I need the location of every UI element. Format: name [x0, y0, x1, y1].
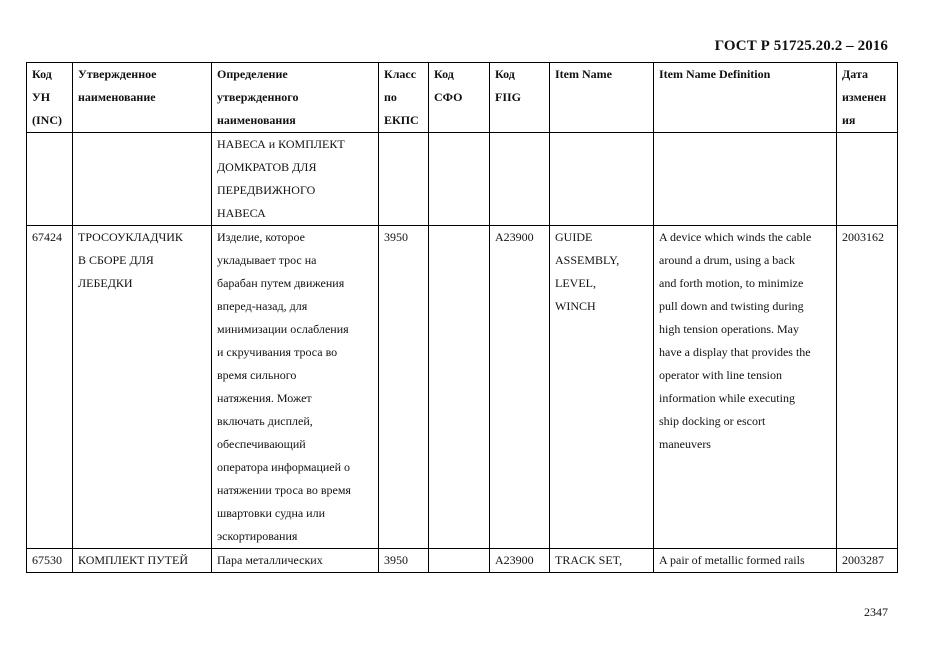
- header-item-name: [550, 63, 654, 133]
- cell-item-definition: [654, 133, 837, 226]
- cell-approved-name: [73, 226, 212, 549]
- cell-text: НАВЕСА: [217, 206, 266, 220]
- header-text: по: [384, 90, 397, 104]
- cell-text: ДОМКРАТОВ ДЛЯ: [217, 160, 317, 174]
- cell-text: минимизации ослабления: [217, 322, 349, 336]
- cell-sfo: [429, 549, 490, 573]
- table-body: [27, 133, 898, 573]
- header-text: ЕКПС: [384, 113, 419, 127]
- cell-item-name: [550, 133, 654, 226]
- cell-text: A pair of metallic formed rails: [659, 553, 805, 567]
- header-text: (INC): [32, 113, 62, 127]
- cell-text: 67424: [32, 230, 62, 244]
- cell-text: Пара металлических: [217, 553, 323, 567]
- cell-text: GUIDE: [555, 230, 593, 244]
- header-inc: [27, 63, 73, 133]
- cell-class: [379, 226, 429, 549]
- header-fiig: [490, 63, 550, 133]
- cell-class: [379, 133, 429, 226]
- table-row: [27, 133, 898, 226]
- cell-text: A23900: [495, 230, 534, 244]
- cell-item-name: [550, 549, 654, 573]
- cell-text: TRACK SET,: [555, 553, 623, 567]
- header-text: Item Name: [555, 67, 612, 81]
- cell-date: [837, 226, 898, 549]
- cell-text: A device which winds the cable: [659, 230, 812, 244]
- catalog-table: [26, 62, 898, 573]
- cell-text: 2003162: [842, 230, 884, 244]
- cell-item-definition: [654, 549, 837, 573]
- cell-inc: [27, 226, 73, 549]
- header-text: Item Name Definition: [659, 67, 771, 81]
- cell-approved-name: [73, 133, 212, 226]
- cell-text: LEVEL,: [555, 276, 596, 290]
- cell-text: 2003287: [842, 553, 884, 567]
- cell-text: НАВЕСА и КОМПЛЕКТ: [217, 137, 345, 151]
- cell-text: WINCH: [555, 299, 596, 313]
- cell-text: around a drum, using a back: [659, 253, 795, 267]
- cell-definition: [212, 549, 379, 573]
- header-text: СФО: [434, 90, 463, 104]
- cell-text: включать дисплей,: [217, 414, 313, 428]
- cell-fiig: [490, 133, 550, 226]
- header-approved-name: [73, 63, 212, 133]
- cell-item-name: [550, 226, 654, 549]
- cell-text: оператора информацией о: [217, 460, 351, 474]
- cell-text: high tension operations. May: [659, 322, 799, 336]
- cell-item-definition: [654, 226, 837, 549]
- cell-text: 67530: [32, 553, 62, 567]
- header-text: наименования: [217, 113, 296, 127]
- cell-text: ship docking or escort: [659, 414, 766, 428]
- cell-fiig: [490, 549, 550, 573]
- cell-text: обеспечивающий: [217, 437, 306, 451]
- cell-inc: [27, 549, 73, 573]
- cell-definition: [212, 133, 379, 226]
- cell-date: [837, 133, 898, 226]
- cell-text: натяжении троса во время: [217, 483, 351, 497]
- header-text: Код: [495, 67, 515, 81]
- header-text: изменен: [842, 90, 887, 104]
- cell-text: и скручивания троса во: [217, 345, 338, 359]
- header-text: УН: [32, 90, 51, 104]
- header-text: Код: [434, 67, 454, 81]
- cell-text: Изделие, которое: [217, 230, 305, 244]
- cell-text: В СБОРЕ ДЛЯ: [78, 253, 154, 267]
- cell-text: натяжения. Может: [217, 391, 312, 405]
- cell-fiig: [490, 226, 550, 549]
- header-text: наименование: [78, 90, 156, 104]
- cell-text: укладывает трос на: [217, 253, 317, 267]
- header-definition: [212, 63, 379, 133]
- page-number: 2347: [864, 605, 888, 619]
- cell-sfo: [429, 133, 490, 226]
- header-text: ия: [842, 113, 856, 127]
- cell-text: швартовки судна или: [217, 506, 326, 520]
- cell-text: вперед-назад, для: [217, 299, 308, 313]
- header-text: Код: [32, 67, 52, 81]
- cell-text: pull down and twisting during: [659, 299, 804, 313]
- cell-text: 3950: [384, 553, 408, 567]
- cell-date: [837, 549, 898, 573]
- document-header: ГОСТ Р 51725.20.2 – 2016: [714, 38, 888, 54]
- cell-text: время сильного: [217, 368, 297, 382]
- header-date: [837, 63, 898, 133]
- cell-definition: [212, 226, 379, 549]
- header-class: [379, 63, 429, 133]
- cell-class: [379, 549, 429, 573]
- cell-text: 3950: [384, 230, 408, 244]
- header-text: Дата: [842, 67, 868, 81]
- header-sfo: [429, 63, 490, 133]
- table-row: [27, 226, 898, 549]
- header-text: Класс: [384, 67, 417, 81]
- table-row: [27, 549, 898, 573]
- cell-text: have a display that provides the: [659, 345, 811, 359]
- cell-approved-name: [73, 549, 212, 573]
- cell-sfo: [429, 226, 490, 549]
- cell-text: maneuvers: [659, 437, 711, 451]
- header-text: FIIG: [495, 90, 522, 104]
- table-header-row: [27, 63, 898, 133]
- cell-text: and forth motion, to minimize: [659, 276, 804, 290]
- cell-text: ПЕРЕДВИЖНОГО: [217, 183, 316, 197]
- cell-text: барабан путем движения: [217, 276, 345, 290]
- header-text: утвержденного: [217, 90, 299, 104]
- cell-text: КОМПЛЕКТ ПУТЕЙ: [78, 553, 188, 567]
- cell-text: ASSEMBLY,: [555, 253, 620, 267]
- header-item-definition: [654, 63, 837, 133]
- header-text: Утвержденное: [78, 67, 157, 81]
- header-text: Определение: [217, 67, 288, 81]
- cell-text: A23900: [495, 553, 534, 567]
- cell-text: information while executing: [659, 391, 795, 405]
- cell-text: ТРОСОУКЛАДЧИК: [78, 230, 183, 244]
- cell-text: ЛЕБЕДКИ: [78, 276, 133, 290]
- cell-text: эскортирования: [217, 529, 298, 543]
- cell-inc: [27, 133, 73, 226]
- cell-text: operator with line tension: [659, 368, 782, 382]
